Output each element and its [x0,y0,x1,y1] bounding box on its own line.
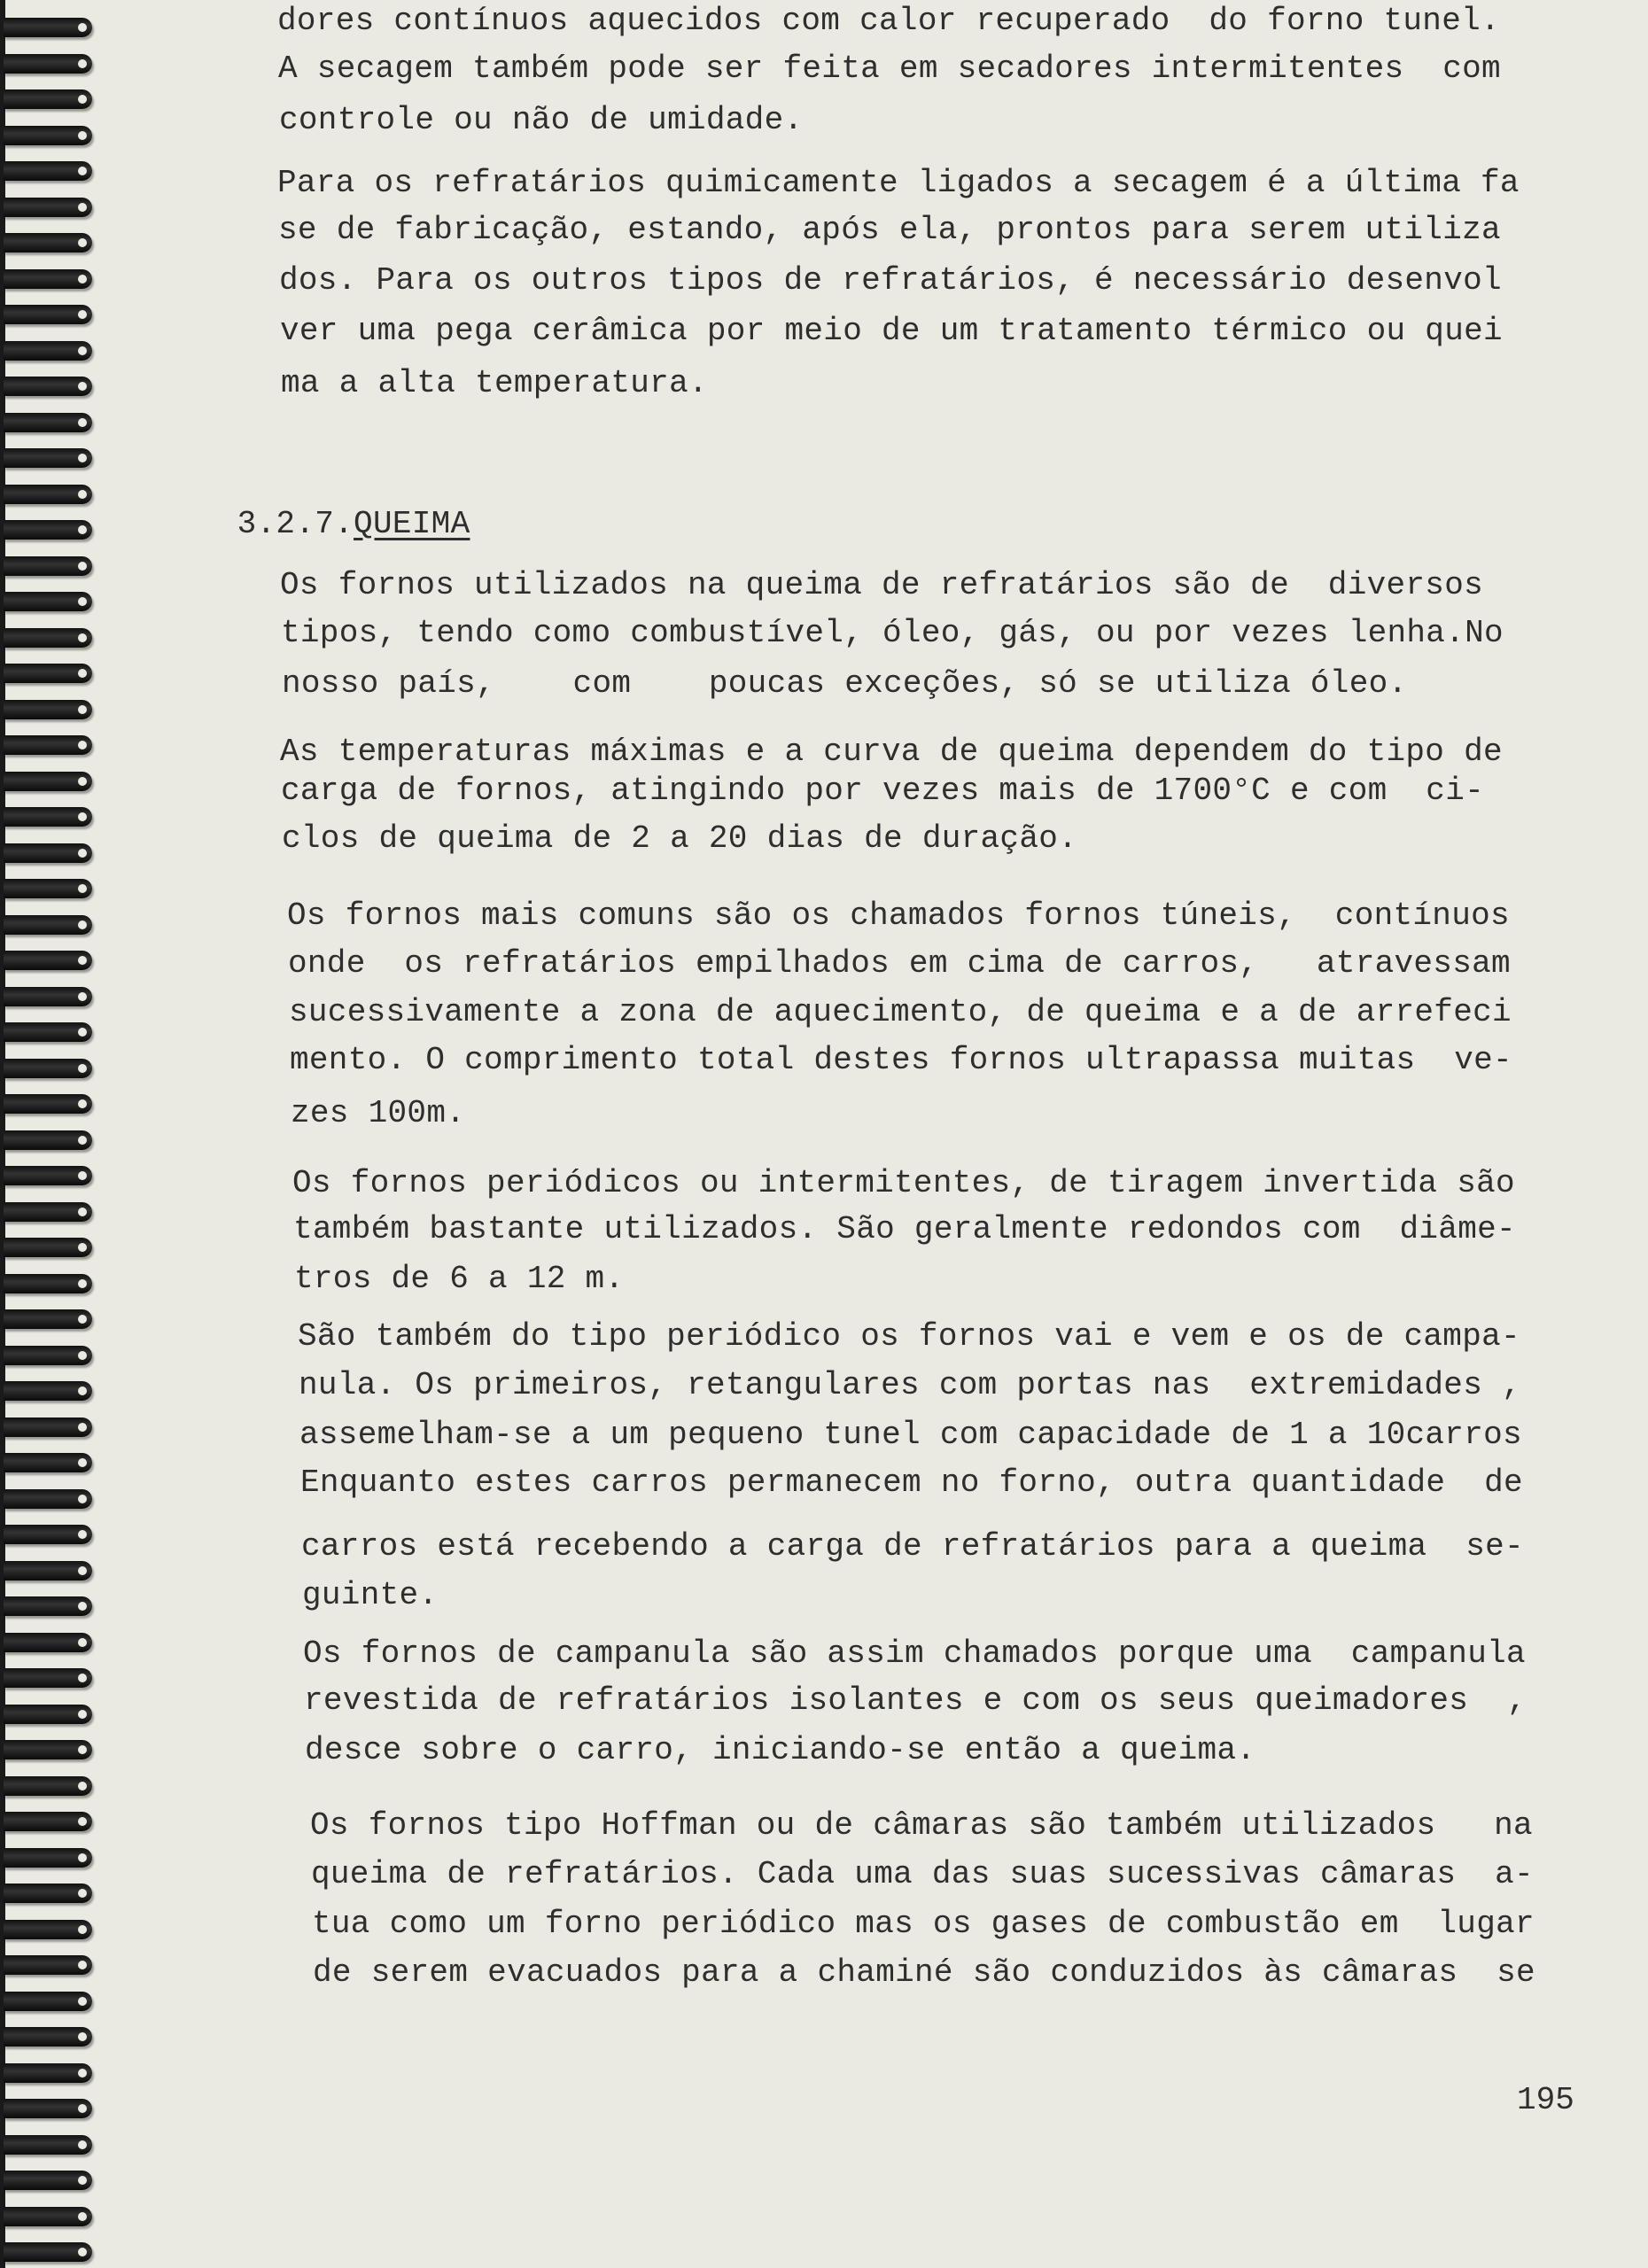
section-heading [159,471,470,578]
text-line: tua como um forno periódico mas os gases de combustão em lugar [312,1906,1535,1942]
text-line: São também do tipo periódico os fornos vai e vem e os de campa- [298,1318,1520,1355]
text-line: assemelham-se a um pequeno tunel com capacidade de 1 a 10carros [299,1417,1522,1453]
text-line: queima de refratários. Cada uma das suas sucessivas câmaras a- [311,1856,1534,1892]
section-title: QUEIMA [354,506,470,542]
binding-loop [4,1059,92,1078]
binding-loop [4,2063,92,2083]
binding-loop [4,2099,92,2118]
text-line: carros está recebendo a carga de refratários para a queima se- [301,1528,1524,1565]
binding-loop [4,161,92,181]
binding-loop [4,2171,92,2190]
binding-loop [4,1381,92,1401]
text-line: controle ou não de umidade. [279,102,804,138]
binding-loop [4,1776,92,1796]
binding-loop [4,269,92,289]
text-line: mento. O comprimento total destes fornos ultrapassa muitas ve- [290,1042,1512,1078]
text-line: Os fornos tipo Hoffman ou de câmaras são também utilizados na [310,1807,1533,1844]
text-line: carga de fornos, atingindo por vezes mais de 1700°C e com ci- [281,773,1485,809]
binding-loop [4,807,92,827]
binding-loop [4,1022,92,1042]
binding-loop [4,1346,92,1365]
binding-loop [4,1094,92,1114]
binding-loop [4,2135,92,2155]
binding-loop [4,915,92,935]
binding-loop [4,1596,92,1616]
text-line: ver uma pega cerâmica por meio de um tratamento térmico ou quei [280,313,1503,349]
binding-loop [4,1238,92,1257]
text-line: desce sobre o carro, iniciando-se então a queima. [305,1732,1256,1768]
text-line: revestida de refratários isolantes e com os seus queimadores , [304,1682,1527,1719]
binding-loop [4,520,92,540]
binding-loop [4,1489,92,1509]
text-line: Os fornos mais comuns são os chamados fornos túneis, contínuos [287,897,1510,934]
binding-loop [4,305,92,324]
binding-loop [4,233,92,252]
text-line: onde os refratários empilhados em cima de carros, atravessam [288,945,1511,982]
binding-loop [4,1561,92,1581]
binding-loop [4,1202,92,1222]
text-line: dores contínuos aquecidos com calor recuperado do forno tunel. [277,3,1500,39]
binding-loop [4,592,92,611]
binding-loop [4,2207,92,2226]
binding-loop [4,1668,92,1688]
binding-loop [4,951,92,970]
text-line: de serem evacuados para a chaminé são conduzidos às câmaras se [313,1954,1535,1991]
binding-loop [4,1955,92,1975]
binding-loop [4,1130,92,1150]
binding-loop [4,413,92,432]
binding-loop [4,1740,92,1759]
binding-loop [4,700,92,719]
text-line: As temperaturas máximas e a curva de queima dependem do tipo de [280,734,1503,770]
binding-loop [4,1848,92,1868]
text-line: se de fabricação, estando, após ela, prontos para serem utiliza [278,212,1501,248]
text-line: A secagem também pode ser feita em secadores intermitentes com [278,50,1501,87]
text-line: tipos, tendo como combustível, óleo, gás, ou por vezes lenha.No [281,615,1504,651]
binding-loop [4,341,92,361]
text-line: dos. Para os outros tipos de refratários, é necessário desenvol [279,262,1502,299]
binding-loop [4,735,92,755]
binding-loop [4,664,92,683]
binding-loop [4,1884,92,1903]
binding-loop [4,1812,92,1831]
binding-loop [4,1992,92,2011]
text-line: nula. Os primeiros, retangulares com portas nas extremidades , [299,1367,1521,1403]
text-line: clos de queima de 2 a 20 dias de duração. [282,820,1078,857]
binding-loop [4,448,92,468]
text-line: tros de 6 a 12 m. [294,1261,625,1297]
text-line: Os fornos de campanula são assim chamados porque uma campanula [303,1635,1526,1672]
text-line: ma a alta temperatura. [281,365,708,401]
text-line: guinte. [302,1577,439,1613]
binding-loop [4,126,92,145]
binding-loop [4,1633,92,1652]
binding-loop [4,2027,92,2047]
spiral-binding [0,0,97,2268]
binding-loop [4,1453,92,1472]
page-number: 195 [1517,2082,1574,2118]
binding-loop [4,843,92,863]
binding-loop [4,987,92,1006]
binding-loop [4,1274,92,1293]
section-number: 3.2.7. [237,506,354,542]
binding-loop [4,628,92,648]
binding-loop [4,879,92,898]
binding-loop [4,772,92,791]
text-line: Os fornos periódicos ou intermitentes, de tiragem invertida são [292,1165,1515,1201]
binding-loop [4,54,92,74]
binding-loop [4,1525,92,1544]
text-line: sucessivamente a zona de aquecimento, de queima e a de arrefeci [289,994,1512,1030]
text-line: Os fornos utilizados na queima de refratários são de diversos [280,567,1484,603]
binding-loop [4,198,92,217]
binding-loop [4,1418,92,1437]
text-line: zes 100m. [291,1095,466,1131]
binding-loop [4,89,92,109]
binding-loop [4,377,92,396]
text-line: Para os refratários quimicamente ligados a secagem é a última fa [277,165,1520,201]
binding-loop [4,1309,92,1329]
text-line: Enquanto estes carros permanecem no forno, outra quantidade de [300,1464,1523,1501]
binding-loop [4,18,92,37]
binding-loop [4,1166,92,1185]
binding-loop [4,556,92,576]
text-line: também bastante utilizados. São geralmente redondos com diâme- [293,1211,1516,1247]
text-line: nosso país, com poucas exceções, só se utiliza óleo. [282,665,1408,702]
binding-loop [4,1920,92,1939]
binding-loop [4,485,92,504]
binding-loop [4,1705,92,1724]
binding-loop [4,2242,92,2262]
